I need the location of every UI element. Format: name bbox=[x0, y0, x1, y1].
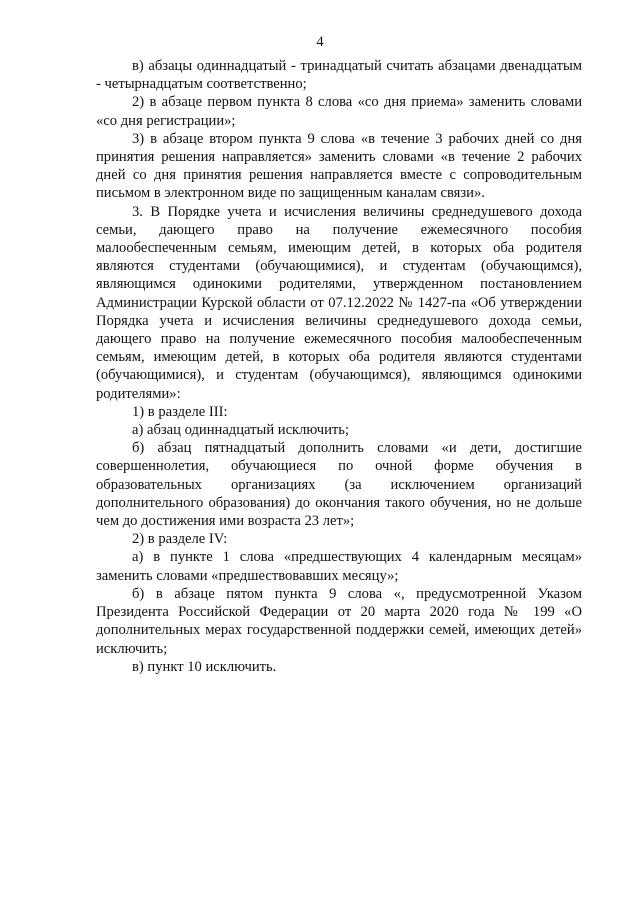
document-body bbox=[96, 57, 582, 676]
paragraph-b-supplement: б) абзац пятнадцатый дополнить словами «и дети, достигшие совершеннолетия, обучающиеся по очной форме обучения в образовательных организациях (за исключением организаций дополнительного образования) до окончания такого обучения, но не дольше чем до достижения ими возраста 23 лет»; bbox=[96, 440, 582, 530]
paragraph-section-3-procedure: 3. В Порядке учета и исчисления величины среднедушевого дохода семьи, дающего право на получение ежемесячного пособия малообеспеченным семьям, имеющим детей, в которых оба родителя являются студентами (обучающимися), и студентам (обучающимся), являющимся одинокими родителями, утвержденном постановлением Администрации Курской области от 07.12.2022 № 1427-па «Об утверждении Порядка учета и исчисления величины среднедушевого дохода семьи, дающего право на получение ежемесячного пособия малообеспеченным семьям, имеющим детей, в которых оба родителя являются студентами (обучающимися), и студентам (обучающимся), являющимся одинокими родителями»: bbox=[96, 203, 582, 402]
paragraph-b-item9: б) в абзаце пятом пункта 9 слова «, предусмотренной Указом Президента Российской Федерации от 20 марта 2020 года № 199 «О дополнительных мерах государственной поддержки семей, имеющих детей» исключить; bbox=[96, 585, 582, 657]
page-number: 4 bbox=[316, 34, 324, 50]
paragraph-a-exclude: а) абзац одиннадцатый исключить; bbox=[132, 422, 350, 439]
paragraph-section-iv: 2) в разделе IV: bbox=[132, 531, 228, 548]
paragraph-a-item1: а) в пункте 1 слова «предшествующих 4 календарным месяцам» заменить словами «предшествовавших месяцу»; bbox=[96, 549, 582, 584]
paragraph-3v-renumber: в) абзацы одиннадцатый - тринадцатый считать абзацами двенадцатым - четырнадцатым соответственно; bbox=[96, 58, 582, 93]
paragraph-v-item10: в) пункт 10 исключить. bbox=[132, 658, 277, 675]
paragraph-3-item9: 3) в абзаце втором пункта 9 слова «в течение 3 рабочих дней со дня принятия решения направляется» заменить словами «в течение 2 рабочих дней со дня принятия решения направляется вместе с сопроводительным письмом в электронном виде по защищенным каналам связи». bbox=[96, 130, 582, 202]
paragraph-section-iii: 1) в разделе III: bbox=[132, 403, 228, 420]
paragraph-2-item8: 2) в абзаце первом пункта 8 слова «со дня приема» заменить словами «со дня регистрации»; bbox=[96, 94, 582, 129]
